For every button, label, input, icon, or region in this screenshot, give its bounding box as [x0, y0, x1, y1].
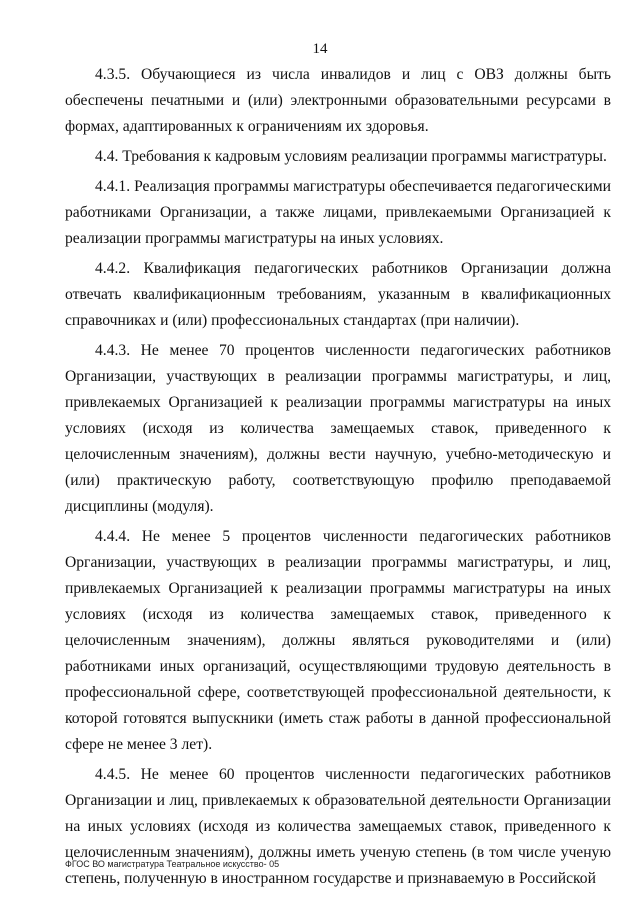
paragraph-4-3-5: 4.3.5. Обучающиеся из числа инвалидов и лиц с ОВЗ должны быть обеспечены печатными и (или) электронными образовательными ресурсами в формах, адаптированных к ограничениям их здоровья.	[65, 66, 611, 135]
paragraph-4-4-1: 4.4.1. Реализация программы магистратуры обеспечивается педагогическими работниками Организации, а также лицами, привлекаемыми Организацией к реализации программы магистратуры на иных условиях.	[65, 178, 611, 247]
paragraph-4-4-3: 4.4.3. Не менее 70 процентов численности педагогических работников Организации, участвующих в реализации программы магистратуры, и лиц, привлекаемых Организацией к реализации программы магистратуры на иных условиях (исходя из количества замещаемых ставок, приведенного к целочисленным значениям), должны вести научную, учебно-методическую и (или) практическую работу, соответствующую профилю преподаваемой дисциплины (модуля).	[65, 342, 611, 515]
document-footer: ФГОС ВО магистратура Театральное искусство- 05	[65, 859, 280, 869]
document-body	[65, 62, 611, 892]
page-number: 14	[312, 41, 328, 57]
paragraph-4-4-2: 4.4.2. Квалификация педагогических работников Организации должна отвечать квалификационным требованиям, указанным в квалификационных справочниках и (или) профессиональных стандартах (при наличии).	[65, 260, 611, 329]
paragraph-4-4-4: 4.4.4. Не менее 5 процентов численности педагогических работников Организации, участвующих в реализации программы магистратуры, и лиц, привлекаемых Организацией к реализации программы магистратуры на иных условиях (исходя из количества замещаемых ставок, приведенного к целочисленным значениям), должны являться руководителями и (или) работниками иных организаций, осуществляющими трудовую деятельность в профессиональной сфере, соответствующей профессиональной деятельности, к которой готовятся выпускники (иметь стаж работы в данной профессиональной сфере не менее 3 лет).	[65, 528, 611, 753]
paragraph-4-4: 4.4. Требования к кадровым условиям реализации программы магистратуры.	[95, 148, 607, 165]
paragraph-4-4-5: 4.4.5. Не менее 60 процентов численности педагогических работников Организации и лиц, привлекаемых к образовательной деятельности Организации на иных условиях (исходя из количества замещаемых ставок, приведенного к целочисленным значениям), должны иметь ученую степень (в том числе ученую степень, полученную в иностранном государстве и признаваемую в Российской	[65, 766, 611, 887]
